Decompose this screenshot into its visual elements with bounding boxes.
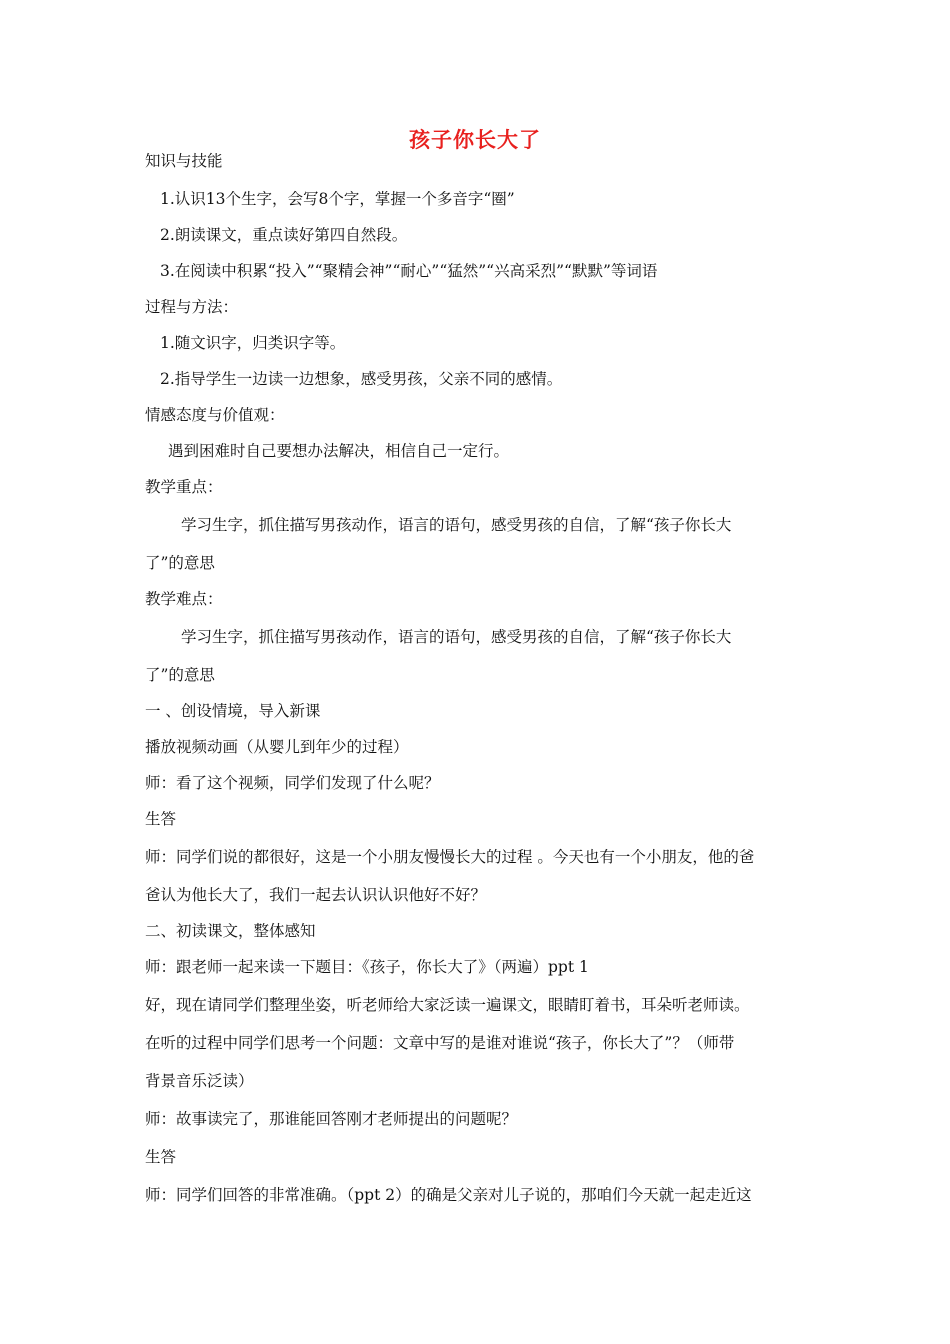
- paragraph-line: 3.在阅读中积累“投入”“聚精会神”“耐心”“猛然”“兴高采烈”“默默”等词语: [160, 262, 658, 280]
- paragraph-line: 师：同学们说的都很好，这是一个小朋友慢慢长大的过程 。今天也有一个小朋友，他的爸: [145, 848, 755, 866]
- section-heading-part-two: 二、初读课文，整体感知: [145, 922, 316, 940]
- section-heading-difficulties: 教学难点：: [145, 590, 223, 608]
- section-heading-key-points: 教学重点：: [145, 478, 223, 496]
- section-heading-knowledge: 知识与技能: [145, 152, 223, 170]
- paragraph-line: 2.朗读课文，重点读好第四自然段。: [160, 226, 408, 244]
- paragraph-line: 爸认为他长大了，我们一起去认识认识他好不好？: [145, 886, 487, 904]
- paragraph-line: 师：故事读完了，那谁能回答刚才老师提出的问题呢？: [145, 1110, 518, 1128]
- paragraph-line: 师：跟老师一起来读一下题目：《孩子，你长大了》（两遍）ppt 1: [145, 958, 589, 976]
- document-title: 孩子你长大了: [409, 128, 541, 152]
- paragraph-line: 背景音乐泛读）: [145, 1072, 254, 1090]
- paragraph-line: 生答: [145, 1148, 177, 1166]
- paragraph-line: 1.认识13个生字，会写8个字，掌握一个多音字“圈”: [160, 190, 515, 208]
- paragraph-line: 播放视频动画（从婴儿到年少的过程）: [145, 738, 409, 756]
- paragraph-line: 1.随文识字，归类识字等。: [160, 334, 346, 352]
- paragraph-line: 师：看了这个视频，同学们发现了什么呢？: [145, 774, 440, 792]
- paragraph-line: 学习生字，抓住描写男孩动作，语言的语句，感受男孩的自信，了解“孩子你长大: [181, 628, 732, 646]
- paragraph-line: 生答: [145, 810, 177, 828]
- paragraph-line: 师：同学们回答的非常准确。（ppt 2）的确是父亲对儿子说的，那咱们今天就一起走近这: [145, 1186, 752, 1204]
- paragraph-line: 了”的意思: [145, 554, 215, 572]
- paragraph-line: 了”的意思: [145, 666, 215, 684]
- paragraph-line: 2.指导学生一边读一边想象，感受男孩，父亲不同的感情。: [160, 370, 563, 388]
- paragraph-line: 在听的过程中同学们思考一个问题：文章中写的是谁对谁说“孩子，你长大了”？（师带: [145, 1034, 735, 1052]
- section-heading-part-one: 一 、创设情境，导入新课: [145, 702, 321, 720]
- paragraph-line: 遇到困难时自己要想办法解决，相信自己一定行。: [168, 442, 510, 460]
- paragraph-line: 好，现在请同学们整理坐姿，听老师给大家泛读一遍课文，眼睛盯着书，耳朵听老师读。: [145, 996, 750, 1014]
- paragraph-line: 学习生字，抓住描写男孩动作，语言的语句，感受男孩的自信，了解“孩子你长大: [181, 516, 732, 534]
- section-heading-emotion: 情感态度与价值观：: [145, 406, 285, 424]
- section-heading-process: 过程与方法：: [145, 298, 239, 316]
